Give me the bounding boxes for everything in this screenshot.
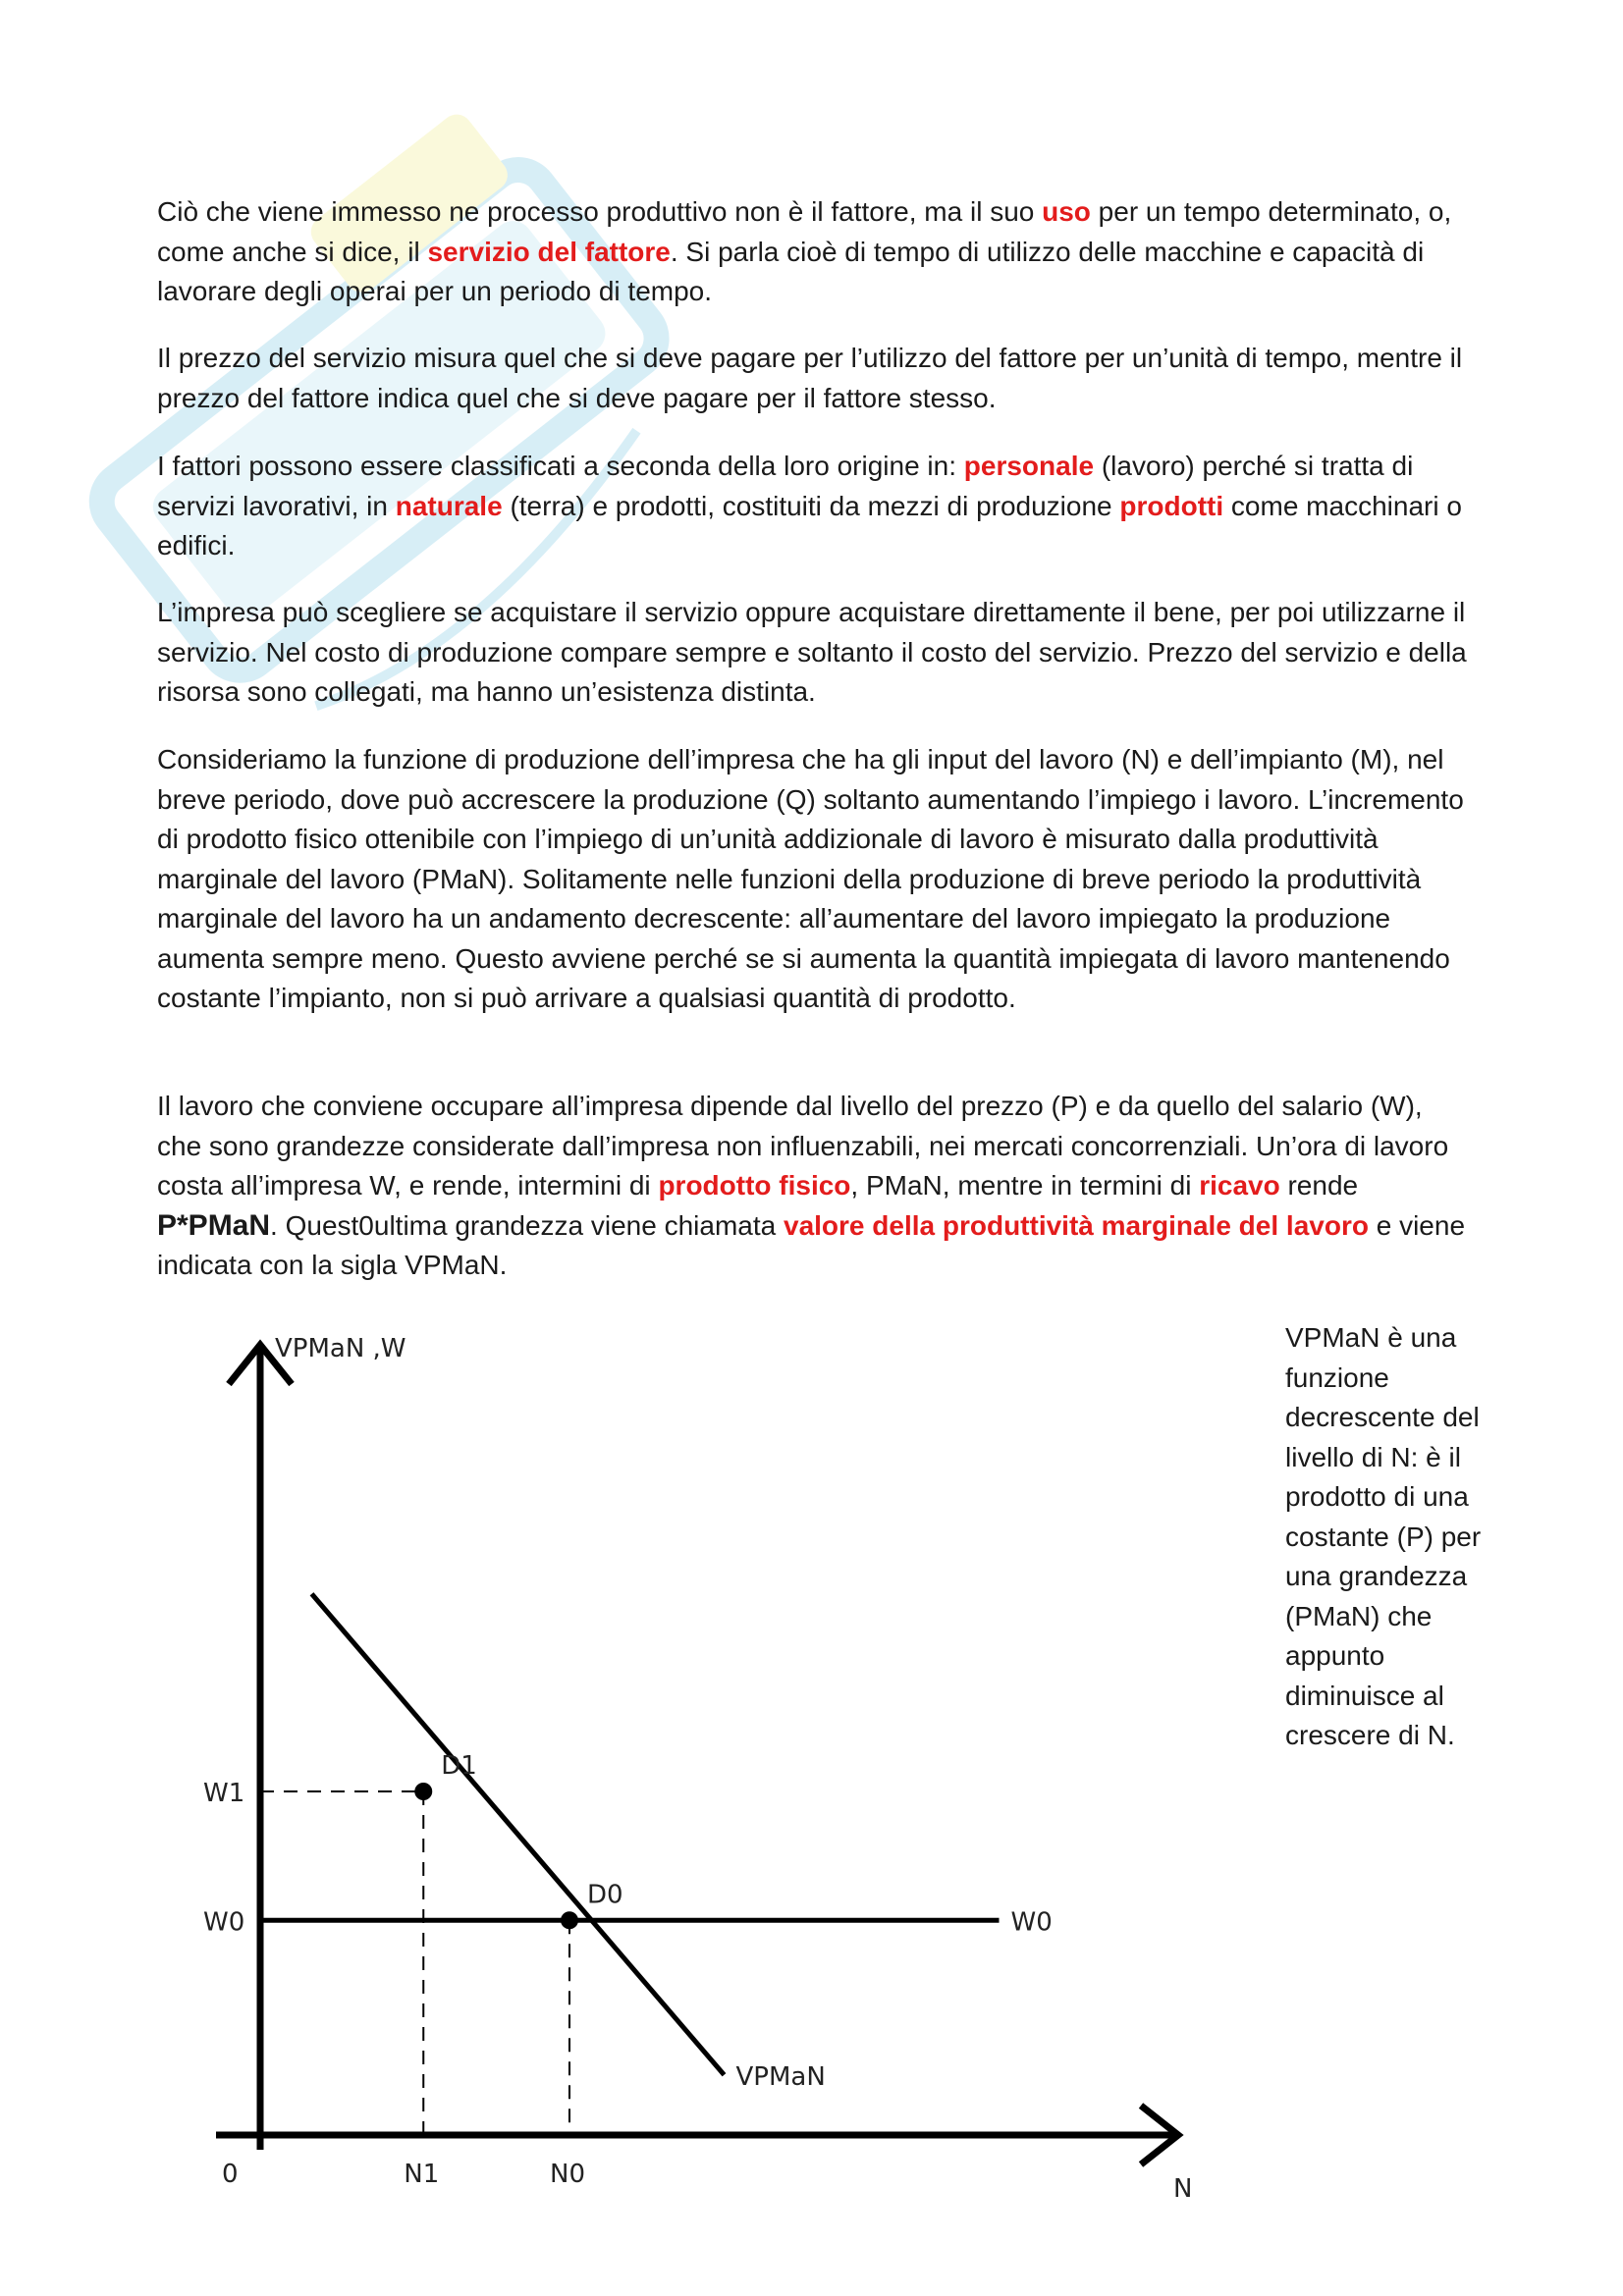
highlighted-term: prodotto fisico xyxy=(658,1170,851,1201)
text-run: Il prezzo del servizio misura quel che si deve pagare per l’utilizzo del fattore per un’unità di tempo, mentre il prezzo del fattore indica quel che si deve pagare per il fattore stesso. xyxy=(157,343,1463,413)
series-line-vpman xyxy=(312,1594,725,2075)
series-label-w0: W0 xyxy=(1010,1907,1053,1938)
paragraph-production-function xyxy=(157,740,1473,1019)
text-run: (terra) e prodotti, costituiti da mezzi di produzione xyxy=(502,490,1120,521)
paragraph-labour-demand xyxy=(157,1087,1473,1286)
text-run: Ciò che viene immesso ne processo produttivo non è il fattore, ma il suo xyxy=(157,196,1043,227)
paragraph-service-price xyxy=(157,339,1473,418)
point-d0 xyxy=(561,1911,578,1929)
bold-term: P*PMaN xyxy=(157,1208,271,1242)
highlighted-term: servizio del fattore xyxy=(427,236,671,267)
text-run: , PMaN, mentre in termini di xyxy=(850,1170,1200,1201)
text-run: e viene indicata con la sigla VPMaN. xyxy=(157,1209,1466,1280)
text-run: (lavoro) perché si tratta di servizi lavorativi, in xyxy=(157,451,1414,521)
x-tick-n1: N1 xyxy=(404,2160,440,2189)
chart-series xyxy=(260,1594,1000,2075)
point-label-d1: D1 xyxy=(441,1751,477,1781)
paragraph-factor-classification xyxy=(157,447,1473,566)
highlighted-term: uso xyxy=(1042,196,1091,227)
series-label-vpman: VPMaN xyxy=(735,2061,826,2092)
text-run: Il lavoro che conviene occupare all’impresa dipende dal livello del prezzo (P) e da quello del salario (W), che sono grandezze considerate dall’impresa non influenzabili, nei mercati concorrenziali. Un’ora di lavoro costa all’impresa W, e rende, intermini di xyxy=(157,1091,1449,1201)
origin-label: 0 xyxy=(222,2160,239,2189)
chart-points xyxy=(414,1783,578,1929)
side-note: VPMaN è una funzione decrescente del livello di N: è il prodotto di una costante (P) per una grandezza (PMaN) che appunto diminuisce al crescere di N. xyxy=(1285,1322,1482,1750)
text-run: I fattori possono essere classificati a seconda della loro origine in: xyxy=(157,451,964,481)
point-label-d0: D0 xyxy=(587,1880,623,1910)
point-d1 xyxy=(414,1783,432,1800)
chart-labels xyxy=(203,1334,1192,2204)
paragraph-factor-use xyxy=(157,192,1473,312)
text-run: L’impresa può scegliere se acquistare il servizio oppure acquistare direttamente il bene, per poi utilizzarne il servizio. Nel costo di produzione compare sempre e soltanto il costo del servizio. Prezzo del servizio e della risorsa sono collegati, ma hanno un’esistenza distinta. xyxy=(157,597,1467,707)
x-axis-label: N xyxy=(1173,2174,1193,2204)
text-run: rende xyxy=(1279,1170,1359,1201)
y-tick-w1: W1 xyxy=(203,1779,245,1808)
vpman-chart xyxy=(187,1315,1227,2218)
highlighted-term: prodotti xyxy=(1119,490,1224,521)
y-axis-label: VPMaN ,W xyxy=(275,1334,406,1363)
text-run: come macchinari o edifici. xyxy=(157,490,1462,561)
text-run: Consideriamo la funzione di produzione dell’impresa che ha gli input del lavoro (N) e dell’impianto (M), nel breve periodo, dove può accrescere la produzione (Q) soltanto aumentando l’impiego i lavoro. L’incremento di prodotto fisico ottenibile con l’impiego di un’unità addizionale di lavoro è misurato dalla produttività marginale del lavoro (PMaN). Solitamente nelle funzioni della produzione di breve periodo la produttività marginale del lavoro ha un andamento decrescente: all’aumentare del lavoro impiegato la produzione aumenta sempre meno. Questo avviene perché se si aumenta la quantità impiegata di lavoro mantenendo costante l’impianto, non si può arrivare a qualsiasi quantità di prodotto. xyxy=(157,744,1464,1013)
paragraph-buy-choice xyxy=(157,593,1473,713)
y-tick-w0: W0 xyxy=(203,1907,245,1938)
x-tick-n0: N0 xyxy=(550,2160,585,2189)
text-run: per un tempo determinato, o, come anche si dice, il xyxy=(157,196,1452,267)
highlighted-term: ricavo xyxy=(1199,1170,1280,1201)
highlighted-term: valore della produttività marginale del lavoro xyxy=(784,1209,1369,1241)
text-run: . Quest0ultima grandezza viene chiamata xyxy=(270,1209,784,1241)
text-run: . Si parla cioè di tempo di utilizzo delle macchine e capacità di lavorare degli operai per un periodo di tempo. xyxy=(157,236,1425,306)
highlighted-term: naturale xyxy=(395,490,503,521)
highlighted-term: personale xyxy=(963,451,1095,481)
